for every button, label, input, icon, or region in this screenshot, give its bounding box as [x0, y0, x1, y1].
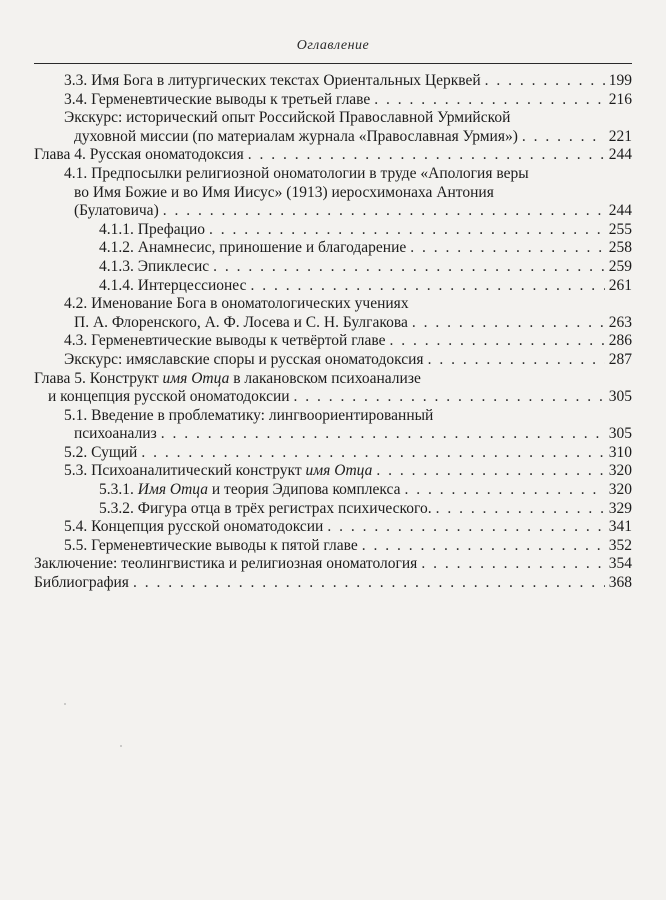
- page-number: 341: [608, 518, 632, 536]
- toc-entry[interactable]: [34, 109, 632, 146]
- page-number: 199: [608, 72, 632, 89]
- dot-leader: [362, 537, 605, 556]
- toc-entry[interactable]: [34, 258, 632, 277]
- toc-entry[interactable]: [34, 574, 632, 593]
- page-number: 352: [608, 536, 632, 554]
- toc-entry[interactable]: [34, 221, 632, 240]
- page-number: 354: [608, 555, 632, 573]
- dot-leader: [390, 332, 605, 351]
- toc-entry-lastline: [34, 314, 632, 333]
- toc-entry-lastline: [34, 221, 632, 240]
- dot-leader: [209, 221, 605, 240]
- toc-entry-line: 4.1. Предпосылки религиозной ономатологии в труде «Апология веры: [64, 164, 529, 182]
- page-number: 305: [608, 388, 632, 406]
- toc-entry[interactable]: [34, 370, 632, 407]
- dot-leader: [412, 314, 605, 333]
- toc-entry-lastline: [34, 91, 632, 110]
- toc-entry[interactable]: [34, 407, 632, 444]
- page-number: 310: [608, 443, 632, 461]
- toc-entry[interactable]: [34, 462, 632, 481]
- toc-entry[interactable]: [34, 165, 632, 221]
- toc-entry-lastline: [34, 351, 632, 370]
- toc-entry-lastline: [34, 425, 632, 444]
- page-number: 255: [608, 220, 632, 238]
- italic-term: имя Отца: [305, 462, 373, 480]
- toc-entry[interactable]: [34, 518, 632, 537]
- page-number: 320: [608, 462, 632, 480]
- toc-entry[interactable]: [34, 72, 632, 91]
- toc-entry-lastline: [34, 72, 632, 91]
- dot-leader: [294, 388, 605, 407]
- toc-entry-title: 4.1.4. Интерцессионес: [99, 276, 247, 294]
- toc-entry[interactable]: [34, 351, 632, 370]
- dot-leader: [248, 146, 605, 165]
- toc-entry-title: Библиография: [34, 574, 129, 592]
- toc-entry[interactable]: [34, 146, 632, 165]
- dot-leader: [428, 351, 605, 370]
- toc-entry-lastline: [34, 574, 632, 593]
- dot-leader: [410, 239, 604, 258]
- paper-speck: [64, 703, 66, 705]
- toc-entry-lastline: [34, 239, 632, 258]
- toc-entry-lastline: [34, 555, 632, 574]
- page-number: 261: [608, 276, 632, 294]
- toc-entry-title: духовной миссии (по материалам журнала «Православная Урмия»): [74, 127, 518, 145]
- toc-entry[interactable]: [34, 555, 632, 574]
- dot-leader: [327, 518, 604, 537]
- toc-entry-title: Экскурс: имяславские споры и русская ономатодоксия: [64, 350, 424, 368]
- toc-entry-title: П. А. Флоренского, А. Ф. Лосева и С. Н. Булгакова: [74, 313, 408, 331]
- toc-entry-lastline: [34, 128, 632, 147]
- toc-entry-lastline: [34, 444, 632, 463]
- toc-entry[interactable]: [34, 444, 632, 463]
- page-number: 221: [608, 127, 632, 145]
- toc-entry-line: 5.1. Введение в проблематику: лингвоориентированный: [64, 406, 434, 424]
- toc-entry-line: Глава 5. Конструкт имя Отца в лакановском психоанализе: [34, 369, 421, 387]
- toc-entry-title: 4.1.3. Эпиклесис: [99, 257, 210, 275]
- italic-term: Имя Отца: [137, 481, 208, 499]
- paper-speck: [120, 745, 122, 747]
- dot-leader: [213, 258, 605, 277]
- toc-entry-title: Глава 4. Русская ономатодоксия: [34, 146, 244, 164]
- toc-entry[interactable]: [34, 481, 632, 500]
- toc-entry-line: 4.2. Именование Бога в ономатологических учениях: [64, 295, 409, 313]
- page-number: 320: [608, 481, 632, 499]
- running-header: Оглавление: [296, 38, 370, 53]
- toc-entry-lastline: [34, 332, 632, 351]
- dot-leader: [374, 91, 604, 110]
- page-number: 286: [608, 332, 632, 350]
- toc-entry-lastline: [34, 462, 632, 481]
- toc-entry-lastline: [34, 500, 632, 519]
- toc-entry-lastline: [34, 388, 632, 407]
- dot-leader: [376, 462, 604, 481]
- dot-leader: [522, 128, 605, 147]
- toc-entry-title: 5.3. Психоаналитический конструкт имя Отца: [64, 462, 373, 480]
- toc-entry[interactable]: [34, 239, 632, 258]
- page-number: 368: [608, 574, 632, 592]
- toc-entry-title: 4.1.1. Префацио: [99, 220, 206, 238]
- toc-entry-title: 4.1.2. Анамнесис, приношение и благодарение: [99, 239, 407, 257]
- toc-entry-lastline: [34, 202, 632, 221]
- page-number: 216: [608, 90, 632, 108]
- dot-leader: [404, 481, 604, 500]
- dot-leader: [485, 72, 605, 91]
- toc-entry-title: 5.3.2. Фигура отца в трёх регистрах психического.: [99, 499, 432, 517]
- dot-leader: [141, 444, 604, 463]
- dot-leader: [133, 574, 605, 593]
- toc-entry-line: Экскурс: исторический опыт Российской Православной Урмийской: [64, 109, 511, 127]
- toc-entry-lastline: [34, 146, 632, 165]
- italic-term: имя Отца: [162, 369, 230, 387]
- toc-entry-line: во Имя Божие и во Имя Иисус» (1913) иеросхимонаха Антония: [74, 183, 494, 201]
- toc-entry-title: Заключение: теолингвистика и религиозная ономатология: [34, 555, 418, 573]
- toc-entry-lastline: [34, 277, 632, 296]
- page-number: 244: [608, 146, 632, 164]
- page-number: 244: [608, 202, 632, 220]
- toc-entry-title: 4.3. Герменевтические выводы к четвёртой главе: [64, 332, 386, 350]
- header-rule: [34, 63, 632, 64]
- toc-entry-title: психоанализ: [74, 425, 157, 443]
- page-number: 259: [608, 257, 632, 275]
- toc-entry-lastline: [34, 258, 632, 277]
- toc-entry[interactable]: [34, 537, 632, 556]
- toc-entry-title: 3.3. Имя Бога в литургических текстах Ориентальных Церквей: [64, 72, 481, 89]
- toc-entry-title: 5.3.1. Имя Отца и теория Эдипова комплекса: [99, 481, 401, 499]
- dot-leader: [161, 425, 605, 444]
- dot-leader: [163, 202, 605, 221]
- toc-entry-title: 5.4. Концепция русской ономатодоксии: [64, 518, 324, 536]
- toc-entry[interactable]: [34, 332, 632, 351]
- page-number: 287: [608, 350, 632, 368]
- toc-entry-title: 5.2. Сущий: [64, 443, 138, 461]
- toc-entry-lastline: [34, 537, 632, 556]
- page-number: 258: [608, 239, 632, 257]
- dot-leader: [421, 555, 604, 574]
- toc-entry[interactable]: [34, 277, 632, 296]
- toc-entry-lastline: [34, 481, 632, 500]
- dot-leader: [436, 500, 605, 519]
- page-number: 263: [608, 313, 632, 331]
- toc-entry[interactable]: [34, 500, 632, 519]
- toc-entry[interactable]: [34, 91, 632, 110]
- table-of-contents: [34, 72, 632, 593]
- toc-entry-title: 5.5. Герменевтические выводы к пятой главе: [64, 536, 358, 554]
- page-number: 305: [608, 425, 632, 443]
- toc-entry[interactable]: [34, 295, 632, 332]
- page-number: 329: [608, 499, 632, 517]
- toc-entry-title: (Булатовича): [74, 202, 159, 220]
- toc-entry-title: и концепция русской ономатодоксии: [48, 388, 290, 406]
- toc-entry-lastline: [34, 518, 632, 537]
- toc-entry-title: 3.4. Герменевтические выводы к третьей главе: [64, 90, 371, 108]
- dot-leader: [250, 277, 604, 296]
